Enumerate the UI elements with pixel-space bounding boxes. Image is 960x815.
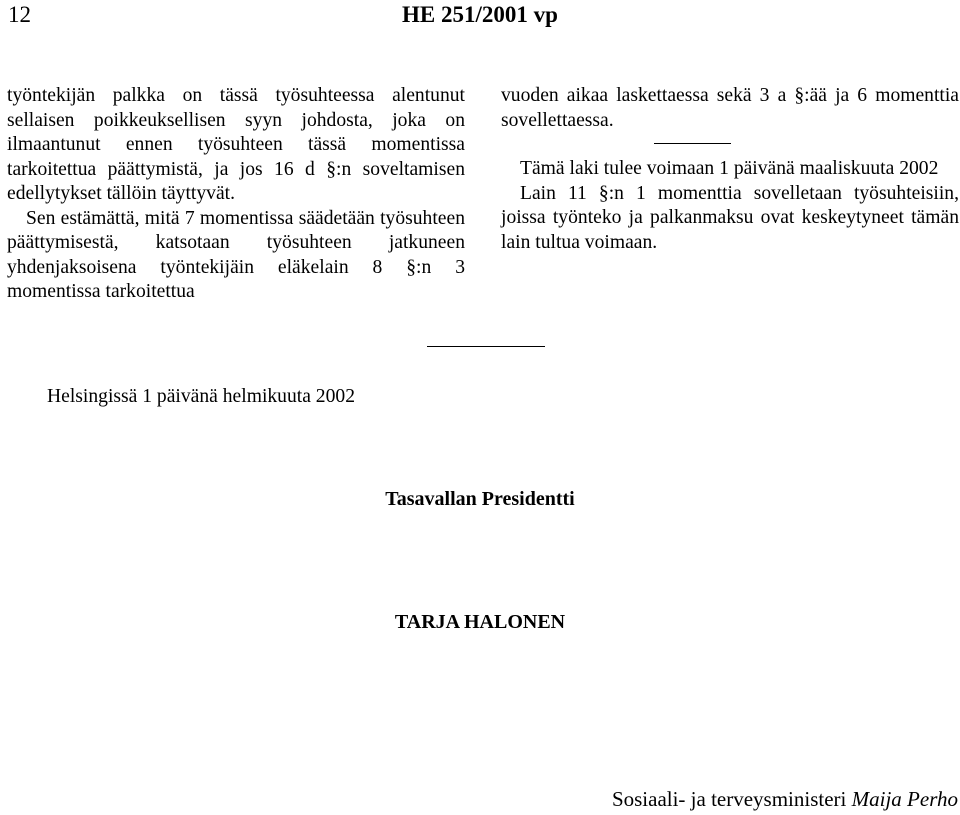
left-paragraph-2: Sen estämättä, mitä 7 momentissa säädetään työsuhteen päättymisestä, katsotaan työsuhteen jatkuneen yhdenjaksoisena työntekijäin eläkelain 8 §:n 3 momentissa tarkoitettua — [7, 207, 465, 302]
minister-signature — [612, 787, 958, 812]
document-id: HE 251/2001 vp — [402, 2, 558, 27]
right-column — [501, 84, 959, 255]
left-paragraph-1: työntekijän palkka on tässä työsuhteessa alentunut sellaisen poikkeuksellisen syyn johdosta, joka on ilmaantunut ennen työsuhteen tässä momentissa tarkoitettua päättymistä, ja jos 16 d §:n soveltamisen edellytykset tällöin täyttyvät. — [7, 85, 465, 204]
minister-title: Sosiaali- ja terveysministeri — [611, 787, 847, 811]
place-date: Helsingissä 1 päivänä helmikuuta 2002 — [47, 386, 355, 407]
page-number: 12 — [8, 2, 31, 27]
president-title: Tasavallan Presidentti — [385, 488, 575, 510]
section-divider — [654, 143, 731, 144]
left-column — [7, 84, 465, 305]
president-name: TARJA HALONEN — [394, 611, 566, 633]
right-paragraph-2: Tämä laki tulee voimaan 1 päivänä maaliskuuta 2002 — [520, 158, 939, 179]
right-paragraph-1: vuoden aikaa laskettaessa sekä 3 a §:ää ja 6 momenttia sovellettaessa. — [501, 85, 959, 131]
end-divider — [427, 346, 545, 347]
right-paragraph-3: Lain 11 §:n 1 momenttia sovelletaan työsuhteisiin, joissa työnteko ja palkanmaksu ovat keskeytyneet tämän lain tultua voimaan. — [501, 182, 959, 253]
minister-name: Maija Perho — [851, 787, 958, 811]
